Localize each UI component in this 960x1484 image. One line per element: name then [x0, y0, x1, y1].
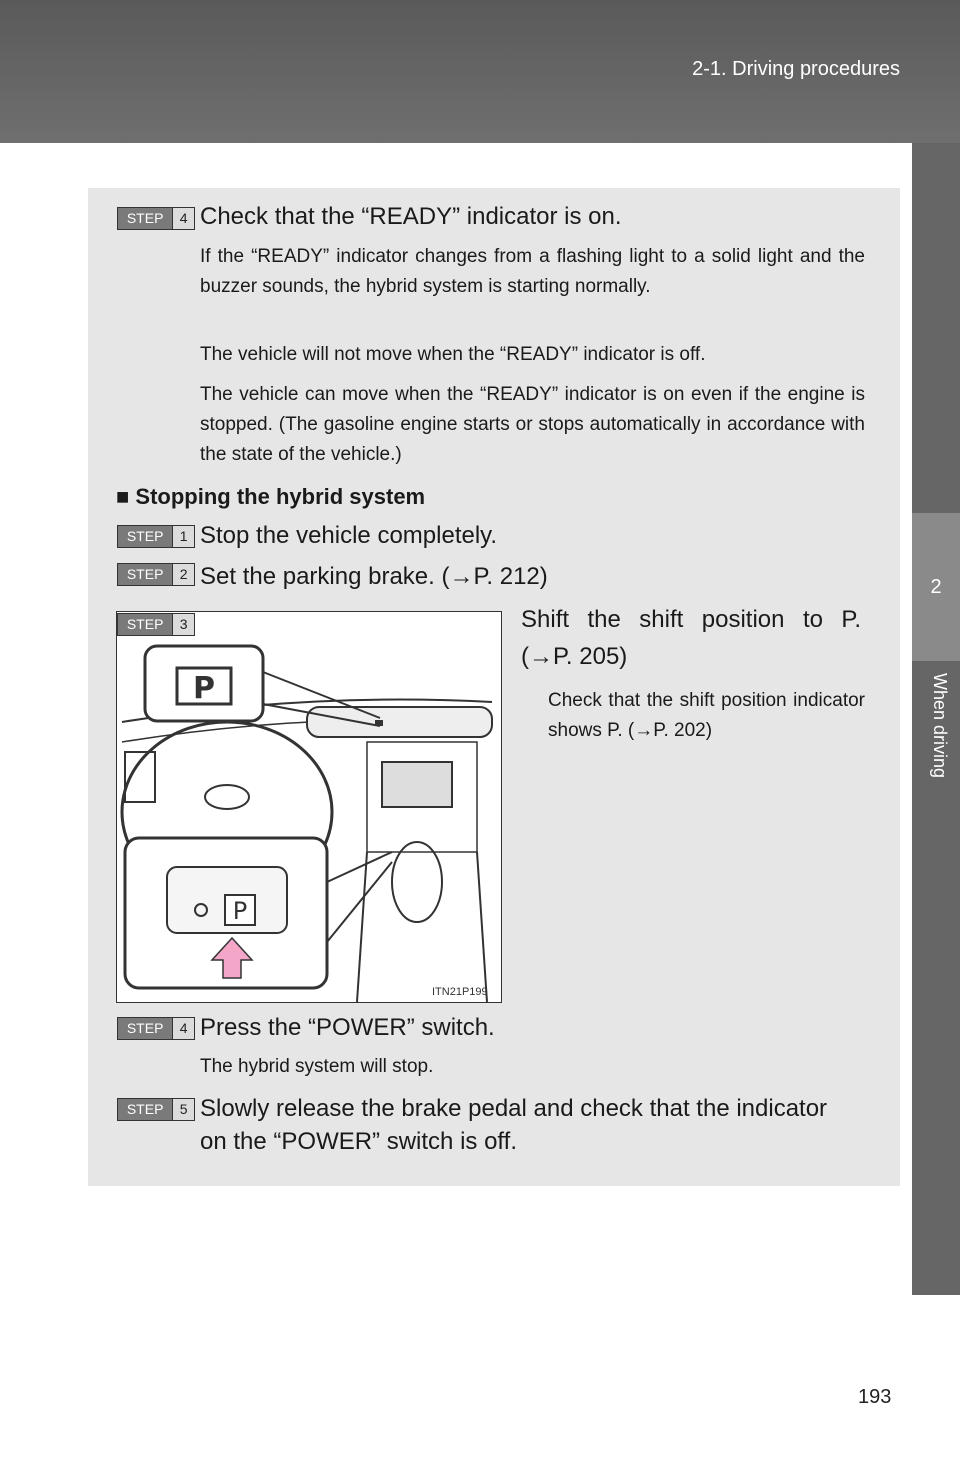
step-badge [117, 207, 195, 230]
step-text: Slowly release the brake pedal and check that the indicator [200, 1095, 828, 1122]
step-text: Set the parking brake. (→P. 212) [200, 563, 548, 590]
section-marker: ■ [116, 484, 130, 509]
step-number: 1 [172, 526, 194, 547]
step-badge [117, 563, 195, 586]
step-label: STEP [126, 616, 164, 632]
page-header [0, 0, 960, 143]
shift-lever [392, 842, 442, 922]
section-heading [116, 484, 425, 510]
step-number: 3 [172, 614, 194, 635]
step-number: 4 [172, 208, 194, 229]
step-badge [117, 525, 195, 548]
chapter-label: When driving [930, 673, 950, 779]
note-ready-1: If the “READY” indicator changes from a flashing light to a solid light and the buzzer sounds, the hybrid system is starting normally. [200, 246, 865, 297]
figure-code: ITN21P199 [432, 986, 488, 998]
step-number: 2 [172, 564, 194, 585]
section-title-text: Stopping the hybrid system [135, 484, 426, 509]
step-text-cont: on the “POWER” switch is off. [200, 1128, 517, 1155]
chapter-tab [912, 143, 960, 1295]
note-ready-3: The vehicle can move when the “READY” indicator is on even if the engine is stopped. (The gasoline engine starts or stops automatically in accordance with the state of the vehicle.) [200, 384, 865, 465]
note-shift: Check that the shift position indicator shows P. (→P. 202) [548, 690, 865, 741]
step-text: Stop the vehicle completely. [200, 522, 498, 549]
step-label: STEP [126, 210, 164, 226]
step-text: Shift the shift position to P. [521, 606, 861, 633]
page-number: 193 [858, 1386, 892, 1408]
step-label: STEP [126, 566, 164, 582]
chapter-number: 2 [912, 513, 960, 661]
note-ready-2: The vehicle will not move when the “READY” indicator is off. [200, 344, 706, 365]
dashboard-illustration [117, 612, 501, 1002]
note-power: The hybrid system will stop. [200, 1056, 434, 1077]
display-screen [382, 762, 452, 807]
p-indicator-letter: P [193, 671, 215, 706]
p-switch-letter: P [232, 897, 248, 925]
step-badge [117, 1098, 195, 1121]
step-label: STEP [126, 528, 164, 544]
step-badge [117, 1017, 195, 1040]
step-text: Check that the “READY” indicator is on. [200, 203, 622, 230]
step-text-cont: (→P. 205) [521, 643, 628, 670]
step-badge [117, 613, 195, 636]
step-label: STEP [126, 1101, 164, 1117]
shift-figure [116, 611, 502, 1003]
step-number: 5 [172, 1099, 194, 1120]
step-number: 4 [172, 1018, 194, 1039]
section-title: 2-1. Driving procedures [692, 58, 900, 80]
rearview-mirror [307, 707, 492, 737]
step-text: Press the “POWER” switch. [200, 1014, 495, 1041]
step-label: STEP [126, 1020, 164, 1036]
